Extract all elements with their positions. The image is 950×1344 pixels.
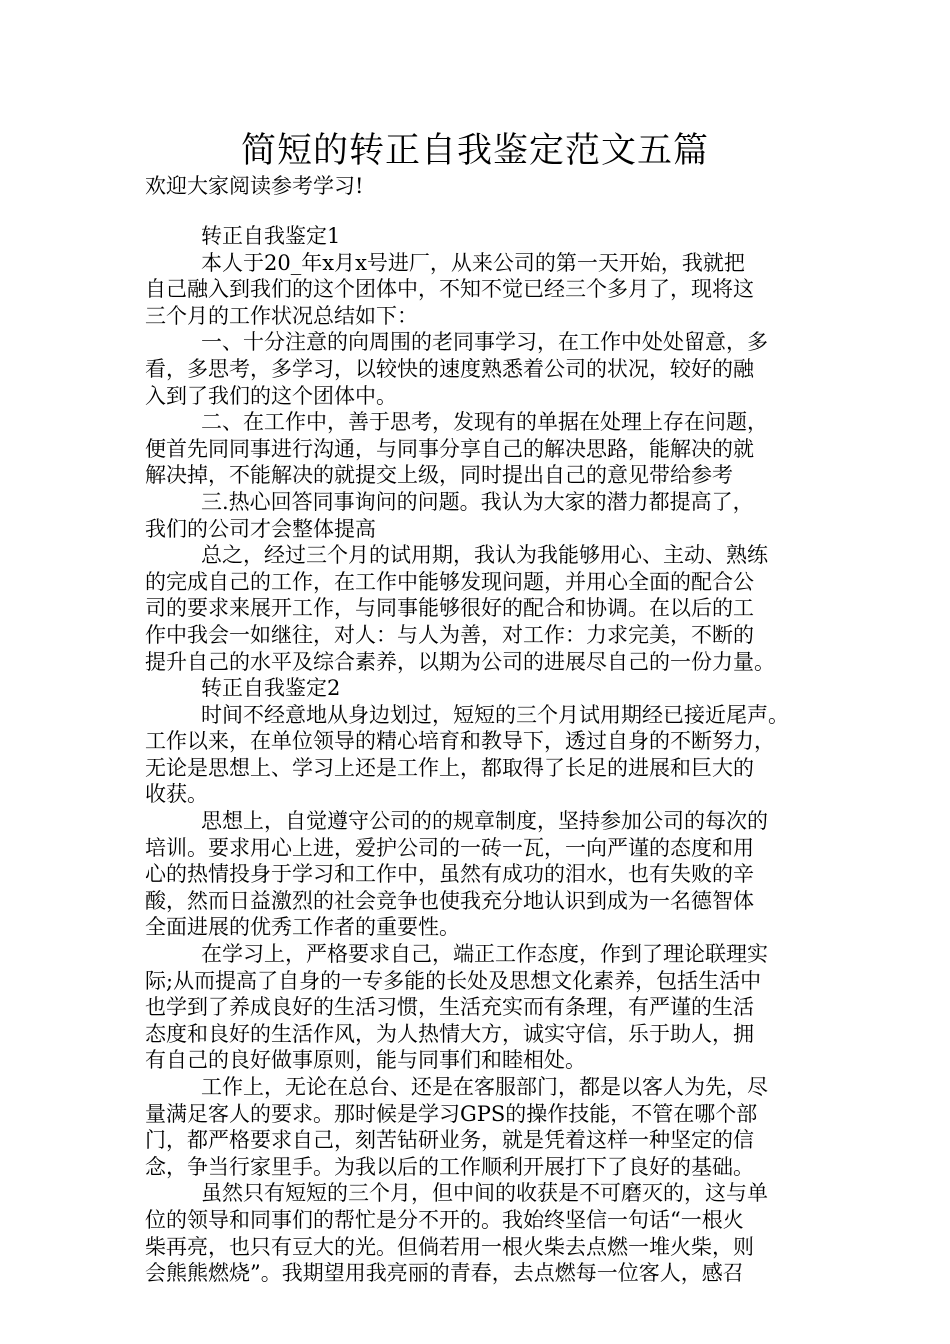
body-line: 虽然只有短短的三个月，但中间的收获是不可磨灭的，这与单 bbox=[201, 1181, 768, 1206]
body-line: 位的领导和同事们的帮忙是分不开的。我始终坚信一句话“一根火 bbox=[145, 1207, 744, 1232]
body-line: 看，多思考，多学习，以较快的速度熟悉着公司的状况，较好的融 bbox=[145, 356, 754, 381]
body-line: 也学到了养成良好的生活习惯，生活充实而有条理，有严谨的生活 bbox=[145, 995, 754, 1020]
body-line: 思想上，自觉遵守公司的的规章制度，坚持参加公司的每次的 bbox=[201, 809, 768, 834]
body-line: 工作以来，在单位领导的精心培育和教导下，透过自身的不断努力， bbox=[145, 729, 775, 754]
body-line: 全面进展的优秀工作者的重要性。 bbox=[145, 915, 460, 940]
body-line: 念，争当行家里手。为我以后的工作顺利开展打下了良好的基础。 bbox=[145, 1154, 754, 1179]
body-line: 时间不经意地从身边划过，短短的三个月试用期经已接近尾声。 bbox=[201, 702, 789, 727]
body-line: 柴再亮，也只有豆大的光。但倘若用一根火柴去点燃一堆火柴，则 bbox=[145, 1234, 754, 1259]
body-line: 无论是思想上、学习上还是工作上，都取得了长足的进展和巨大的 bbox=[145, 755, 754, 780]
body-line: 酸，然而日益激烈的社会竞争也使我充分地认识到成为一名德智体 bbox=[145, 888, 754, 913]
body-line: 在学习上，严格要求自己，端正工作态度，作到了理论联理实 bbox=[201, 942, 768, 967]
body-line: 作中我会一如继往，对人：与人为善，对工作：力求完美，不断的 bbox=[145, 622, 754, 647]
body-line: 二、在工作中，善于思考，发现有的单据在处理上存在问题， bbox=[201, 410, 768, 435]
body-line: 我们的公司才会整体提高 bbox=[145, 516, 376, 541]
body-line: 际;从而提高了自身的一专多能的长处及思想文化素养，包括生活中 bbox=[145, 968, 762, 993]
body-line: 工作上，无论在总台、还是在客服部门，都是以客人为先，尽 bbox=[201, 1075, 768, 1099]
body-line: 态度和良好的生活作风，为人热情大方，诚实守信，乐于助人，拥 bbox=[145, 1021, 754, 1046]
body-line: 三.热心回答同事询问的问题。我认为大家的潜力都提高了， bbox=[201, 489, 754, 514]
body-line: 培训。要求用心上进，爱护公司的一砖一瓦，一向严谨的态度和用 bbox=[145, 835, 754, 860]
body-line: 提升自己的水平及综合素养，以期为公司的进展尽自己的一份力量。 bbox=[145, 649, 775, 674]
body-line: 量满足客人的要求。那时候是学习GPS的操作技能，不管在哪个部 bbox=[145, 1101, 758, 1126]
body-line: 便首先同同事进行沟通，与同事分享自己的解决思路，能解决的就 bbox=[145, 436, 754, 461]
intro-text: 欢迎大家阅读参考学习! bbox=[145, 174, 364, 198]
body-line: 门，都严格要求自己，刻苦钻研业务，就是凭着这样一种坚定的信 bbox=[145, 1128, 754, 1153]
body-line: 心的热情投身于学习和工作中，虽然有成功的泪水，也有失败的辛 bbox=[145, 862, 754, 887]
body-line: 三个月的工作状况总结如下： bbox=[145, 303, 418, 328]
document-body bbox=[145, 223, 815, 1287]
body-line: 的完成自己的工作，在工作中能够发现问题，并用心全面的配合公 bbox=[145, 569, 754, 594]
body-line: 会熊熊燃烧”。我期望用我亮丽的青春，去点燃每一位客人，感召 bbox=[145, 1261, 744, 1286]
body-line: 解决掉，不能解决的就提交上级，同时提出自己的意见带给参考 bbox=[145, 463, 733, 488]
body-line: 自己融入到我们的这个团体中，不知不觉已经三个多月了，现将这 bbox=[145, 277, 754, 302]
body-line: 收获。 bbox=[145, 782, 208, 807]
body-line: 总之，经过三个月的试用期，我认为我能够用心、主动、熟练 bbox=[201, 543, 768, 568]
body-line: 转正自我鉴定2 bbox=[201, 676, 341, 701]
body-line: 本人于20_年x月x号进厂，从来公司的第一天开始，我就把 bbox=[201, 250, 745, 275]
body-line: 入到了我们的这个团体中。 bbox=[145, 383, 397, 408]
document-title: 简短的转正自我鉴定范文五篇 bbox=[240, 131, 709, 171]
body-line: 司的要求来展开工作，与同事能够很好的配合和协调。在以后的工 bbox=[145, 596, 754, 621]
body-line: 转正自我鉴定1 bbox=[201, 224, 341, 248]
body-line: 有自己的良好做事原则，能与同事们和睦相处。 bbox=[145, 1048, 586, 1073]
body-line: 一、十分注意的向周围的老同事学习，在工作中处处留意，多 bbox=[201, 330, 768, 355]
